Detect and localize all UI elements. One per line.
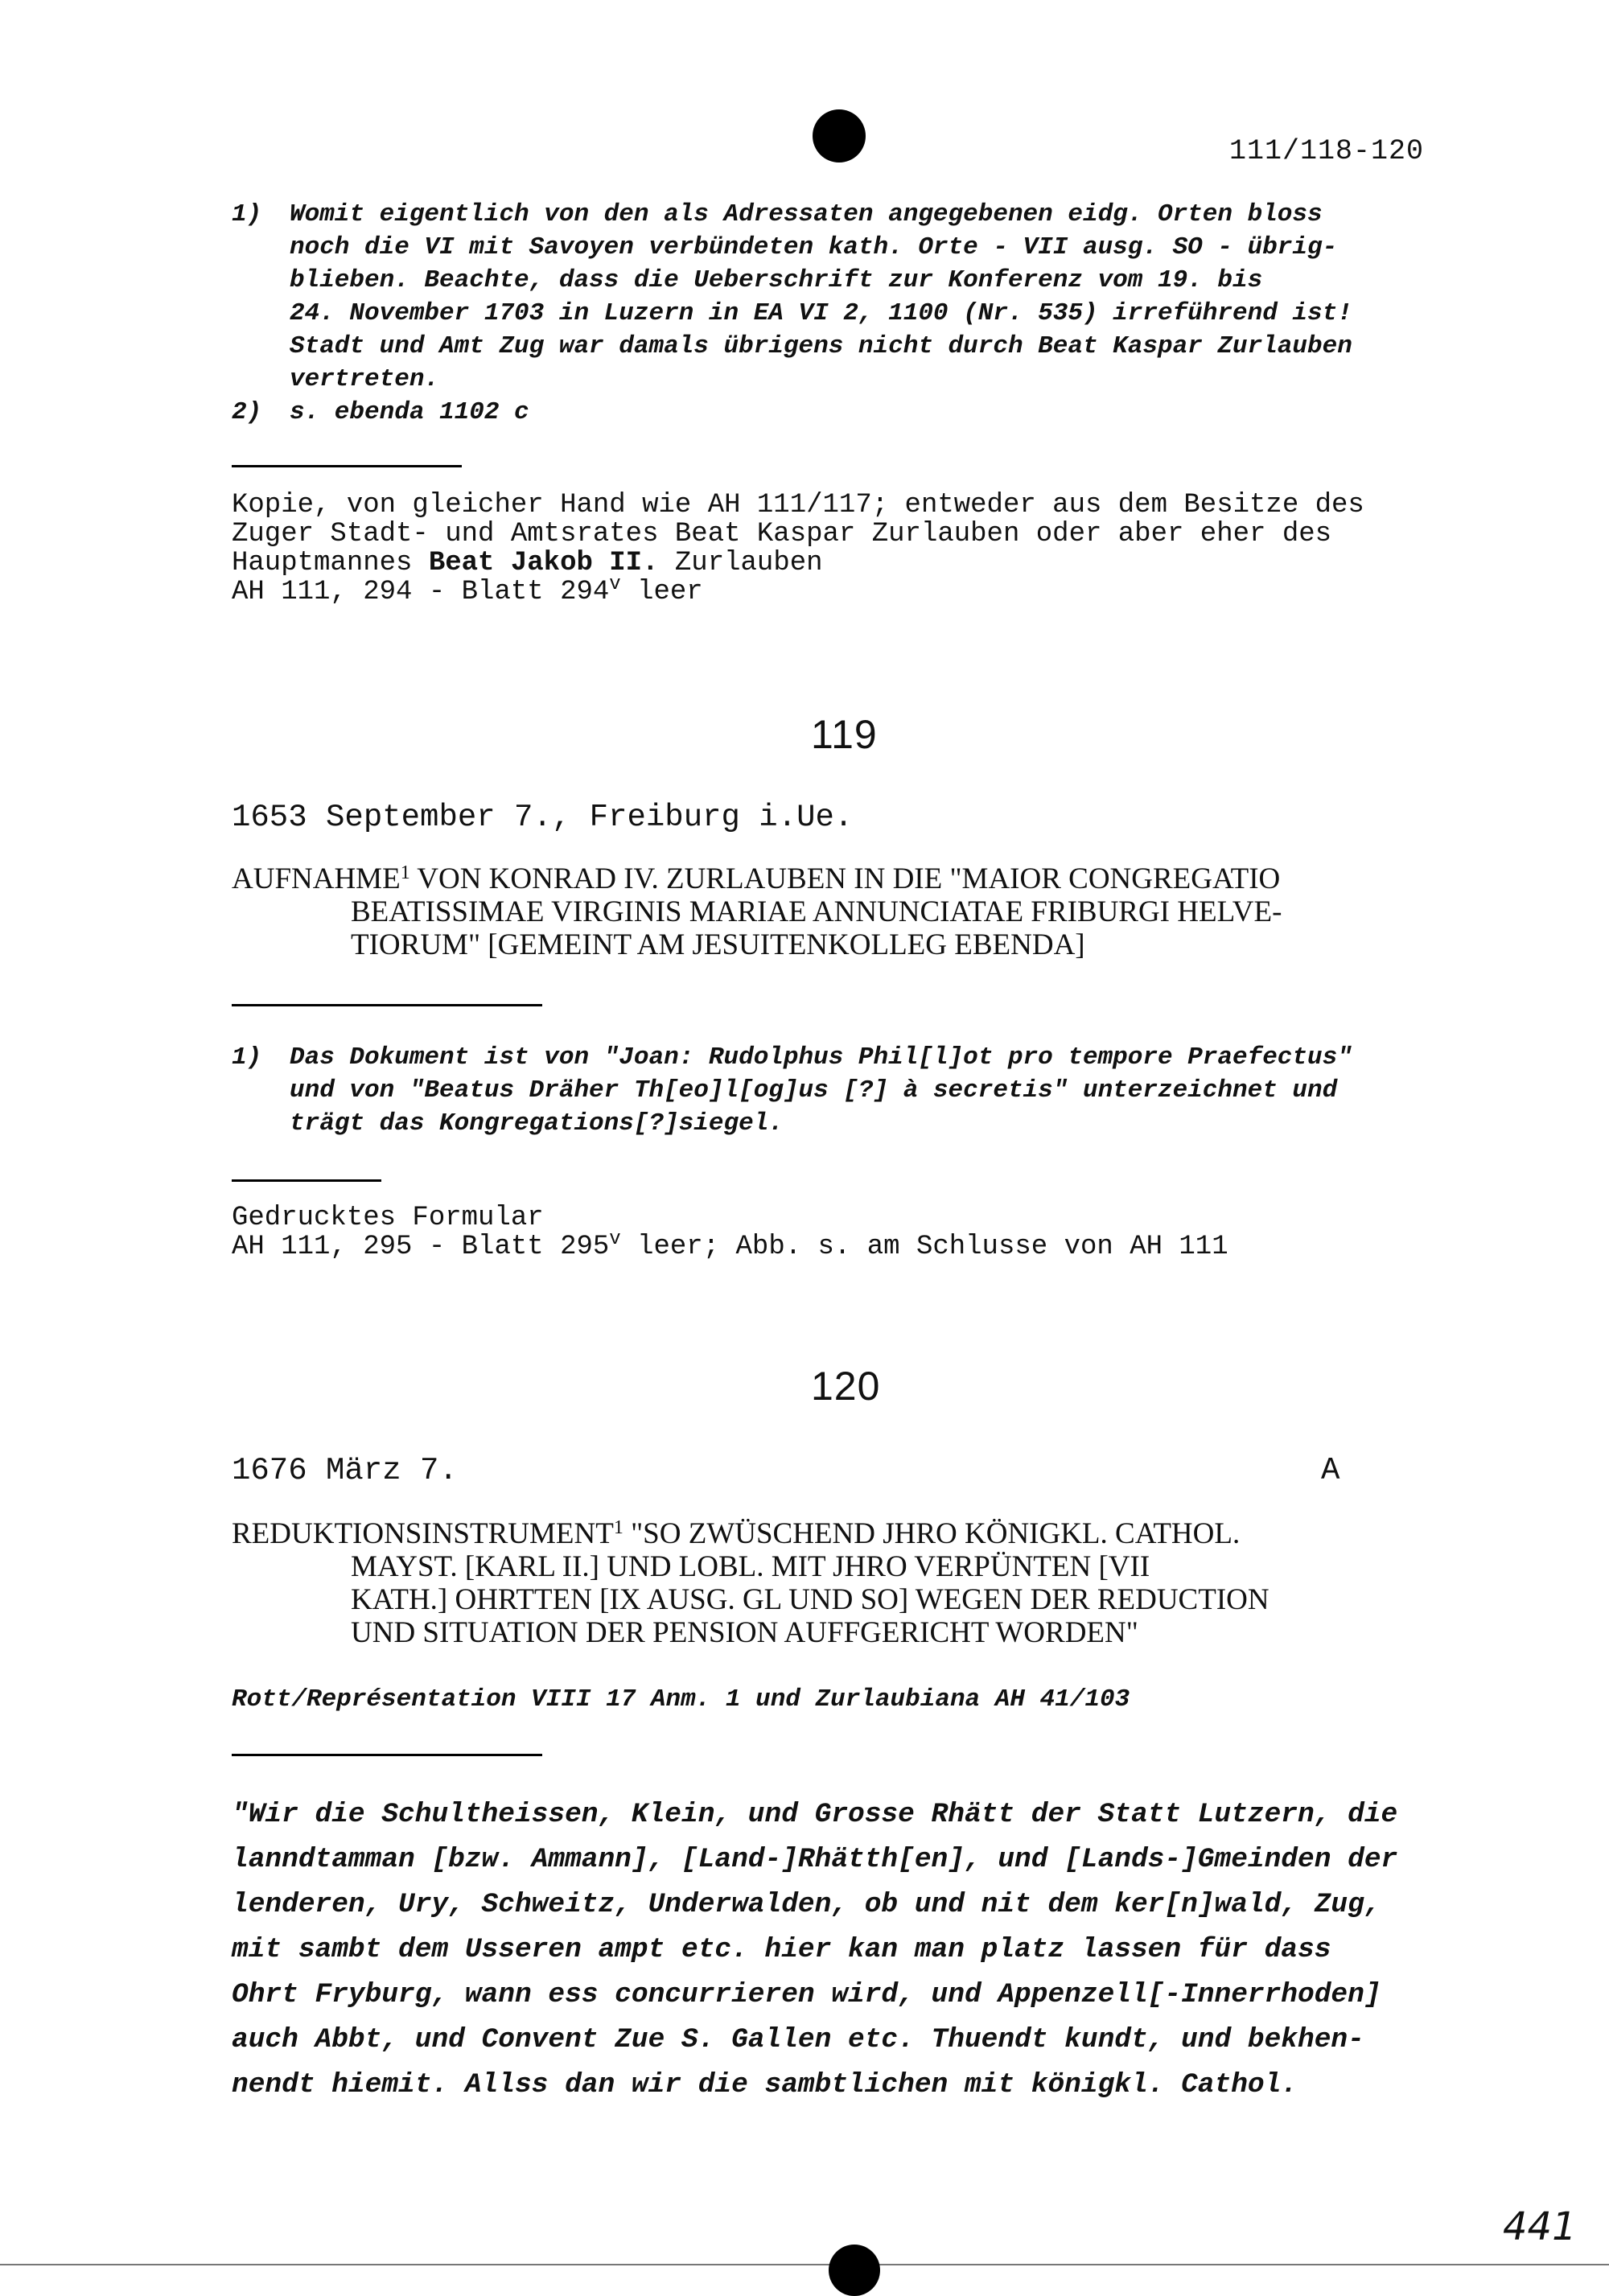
document-reference: 111/118-120 [1229,135,1425,167]
title-text: VON KONRAD IV. ZURLAUBEN IN DIE "MAIOR CONGREGATIO [409,862,1281,895]
document-title-line: BEATISSIMAE VIRGINIS MARIAE ANNUNCIATAE FRIBURGI HELVE- [351,895,1282,928]
verso-mark: v [609,574,621,595]
document-number: 119 [811,712,878,757]
bottom-edge-line [0,2264,1609,2265]
document-title-line: KATH.] OHRTTEN [IX AUSG. GL UND SO] WEGEN DER REDUCTION [351,1583,1270,1616]
footnote-1-line: noch die VI mit Savoyen verbündeten kath. Orte - VII ausg. SO - übrig- [290,233,1338,261]
document-title-line: UND SITUATION DER PENSION AUFFGERICHT WORDEN" [351,1616,1138,1649]
quote-line: lanndtamman [bzw. Ammann], [Land-]Rhätth[en], und [Lands-]Gmeinden der [232,1844,1398,1875]
source-text: Zurlauben [658,548,823,578]
source-text: leer [620,577,703,607]
source-line [232,1228,1228,1262]
title-text: "SO ZWÜSCHEND JHRO KÖNIGKL. CATHOL. [623,1517,1241,1550]
footnote-1-line: Stadt und Amt Zug war damals übrigens nicht durch Beat Kaspar Zurlauben [290,332,1352,360]
section-divider [232,1004,542,1006]
footnote-1-line: blieben. Beachte, dass die Ueberschrift zur Konferenz vom 19. bis [290,266,1263,294]
footnote-1-line: Womit eigentlich von den als Adressaten angegebenen eidg. Orten bloss [290,200,1323,228]
source-text: AH 111, 295 - Blatt 295 [232,1232,610,1262]
document-title-line [232,862,1280,895]
quote-line: mit sambt dem Usseren ampt etc. hier kan man platz lassen für dass [232,1934,1331,1965]
footnote-2-marker: 2) [232,398,262,426]
document-date: 1676 März 7. [232,1453,458,1488]
verso-mark: v [609,1228,621,1250]
source-text: Hauptmannes [232,548,429,578]
source-text: leer; Abb. s. am Schlusse von AH 111 [620,1232,1228,1262]
footnote-2-line: s. ebenda 1102 c [290,398,529,426]
document-title-line: MAYST. [KARL II.] UND LOBL. MIT JHRO VERPÜNTEN [VII [351,1550,1150,1583]
section-divider [232,1754,542,1756]
source-line [232,549,823,578]
footnote-ref: 1 [400,862,410,883]
source-name-bold: Beat Jakob II. [428,548,659,578]
source-line: Gedrucktes Formular [232,1203,544,1233]
section-divider [232,1179,381,1182]
document-date: 1653 September 7., Freiburg i.Ue. [232,800,854,835]
footnote-1-line: vertreten. [290,365,440,393]
footnote-1-line: trägt das Kongregations[?]siegel. [290,1109,784,1138]
footnote-1-line: und von "Beatus Dräher Th[eo]l[og]us [?] à secretis" unterzeichnet und [290,1076,1338,1105]
footnote-ref: 1 [613,1517,623,1538]
quote-line: "Wir die Schultheissen, Klein, und Grosse Rhätt der Statt Lutzern, die [232,1799,1398,1830]
quote-line: lenderen, Ury, Schweitz, Underwalden, ob und nit dem ker[n]wald, Zug, [232,1889,1381,1920]
source-line: Zuger Stadt- und Amtsrates Beat Kaspar Zurlauben oder aber eher des [232,519,1332,549]
title-text: REDUKTIONSINSTRUMENT [232,1517,614,1550]
quote-line: Ohrt Fryburg, wann ess concurrieren wird, und Appenzell[-Innerrhoden] [232,1979,1381,2010]
document-title-line: TIORUM" [GEMEINT AM JESUITENKOLLEG EBENDA] [351,928,1085,961]
source-text: AH 111, 294 - Blatt 294 [232,577,610,607]
source-reference: Rott/Représentation VIII 17 Anm. 1 und Zurlaubiana AH 41/103 [232,1685,1130,1714]
footnote-1-line: Das Dokument ist von "Joan: Rudolphus Phil[l]ot pro tempore Praefectus" [290,1043,1352,1072]
handwritten-page-number: 441 [1503,2204,1577,2249]
footnote-1-marker: 1) [232,200,262,228]
document-title-line [232,1517,1240,1550]
punch-hole-bottom [829,2245,880,2296]
punch-hole-top [813,109,866,163]
quote-line: auch Abbt, und Convent Zue S. Gallen etc. Thuendt kundt, und bekhen- [232,2024,1364,2055]
footnote-1-marker: 1) [232,1043,262,1072]
section-divider [232,465,462,467]
quote-line: nendt hiemit. Allss dan wir die sambtlichen mit königkl. Cathol. [232,2069,1298,2101]
footnote-1-line: 24. November 1703 in Luzern in EA VI 2, 1100 (Nr. 535) irreführend ist! [290,299,1352,327]
document-marker: A [1321,1453,1340,1488]
source-line [232,574,703,607]
title-text: AUFNAHME [232,862,401,895]
source-line: Kopie, von gleicher Hand wie AH 111/117; entweder aus dem Besitze des [232,490,1364,521]
document-number: 120 [811,1364,881,1409]
